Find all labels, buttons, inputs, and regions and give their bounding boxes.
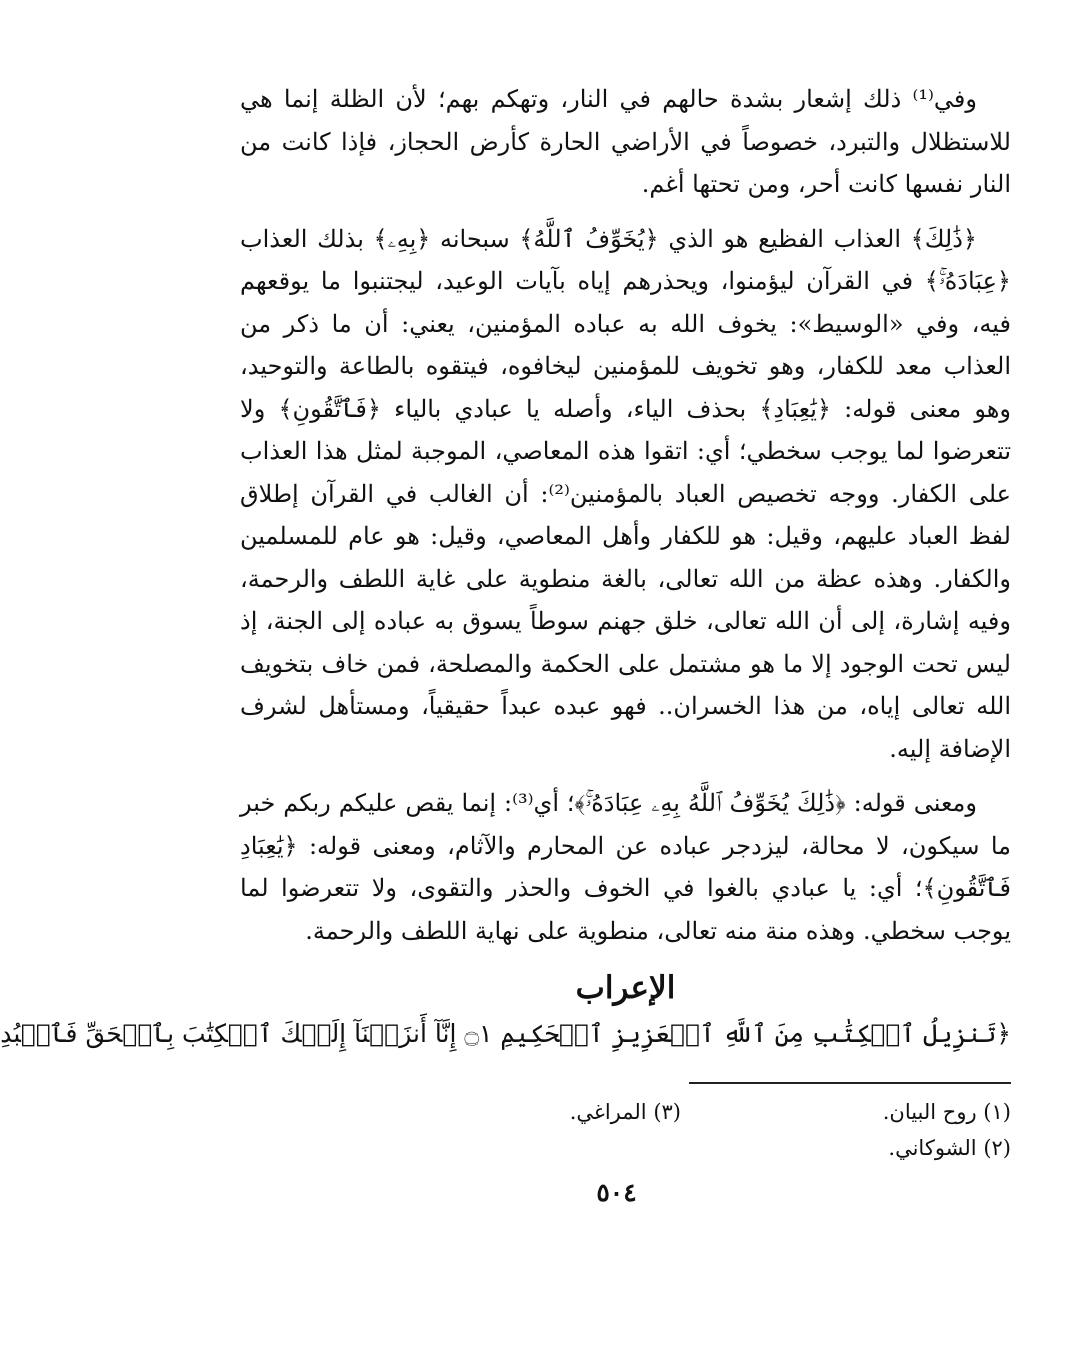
footnote-1: (١) روح البيان.	[882, 1100, 1011, 1124]
quran-verse-line: ﴿تَنزِيلُ ٱلۡكِتَٰبِ مِنَ ٱللَّهِ ٱلۡعَزِيزِ ٱلۡحَكِيمِ ۝١ إِنَّآ أَنزَلۡنَآ إِلَيۡكَ ٱلۡكِتَٰبَ بِٱلۡحَقِّ فَٱعۡبُدِ	[0, 1019, 1011, 1048]
footnotes	[240, 1094, 1011, 1166]
paragraph-2: ﴿ذَٰلِكَ﴾ العذاب الفظيع هو الذي ﴿يُخَوِّفُ ٱللَّهُ﴾ سبحانه ﴿بِهِۦ﴾ بذلك العذاب ﴿عِبَادَهُۥۚ﴾ في القرآن ليؤمنوا، ويحذرهم إياه بآيات الوعيد، ليجتنبوا ما يوقعهم فيه، وفي «الوسيط»: يخوف الله به عباده المؤمنين، يعني: أن ما ذكر من العذاب معد للكفار، وهو تخويف للمؤمنين ليخافوه، فيتقوه بالطاعة والتوحيد، وهو معنى قوله: ﴿يَٰعِبَادِ﴾ بحذف الياء، وأصله يا عبادي بالياء ﴿فَٱتَّقُونِ﴾ ولا تتعرضوا لما يوجب سخطي؛ أي: اتقوا هذه المعاصي، الموجبة لمثل هذا العذاب على الكفار. ووجه تخصيص العباد بالمؤمنين⁽²⁾: أن الغالب في القرآن إطلاق لفظ العباد عليهم، وقيل: هو للكفار وأهل المعاصي، وقيل: هو عام للمسلمين والكفار. وهذه عظة من الله تعالى، بالغة منطوية على غاية اللطف والرحمة، وفيه إشارة، إلى أن الله تعالى، خلق جهنم سوطاً يسوق به عباده إلى الجنة، إذ ليس تحت الوجود إلا ما هو مشتمل على الحكمة والمصلحة، فمن خاف بتخويف الله تعالى إياه، من هذا الخسران.. فهو عبده عبداً حقيقياً، ومستأهل لشرف الإضافة إليه.	[240, 224, 1012, 763]
page-number: ٥٠٤	[596, 1178, 637, 1207]
section-title: الإعراب	[575, 970, 676, 1006]
document-page	[0, 78, 1012, 1303]
footnote-2: (٢) الشوكاني.	[888, 1136, 1011, 1160]
paragraph-3: ومعنى قوله: ﴿ذَٰلِكَ يُخَوِّفُ ٱللَّهُ بِهِۦ عِبَادَهُۥۚ﴾؛ أي⁽³⁾: إنما يقص عليكم ربكم خبر ما سيكون، لا محالة، ليزدجر عباده عن المحارم والآثام، ومعنى قوله: ﴿يَٰعِبَادِ فَٱتَّقُونِ﴾؛ أي: يا عبادي بالغوا في الخوف والحذر والتقوى، ولا تتعرضوا لما يوجب سخطي. وهذه منة منه تعالى، منطوية على نهاية اللطف والرحمة.	[240, 789, 1011, 945]
footnote-3: (٣) المراغي.	[569, 1100, 681, 1124]
paragraph-1: وفي⁽¹⁾ ذلك إشعار بشدة حالهم في النار، وتهكم بهم؛ لأن الظلة إنما هي للاستظلال والتبرد، خصوصاً في الأراضي الحارة كأرض الحجاز، فإذا كانت من النار نفسها كانت أحر، ومن تحتها أغم.	[240, 85, 1011, 198]
footnote-divider	[689, 1082, 1011, 1084]
